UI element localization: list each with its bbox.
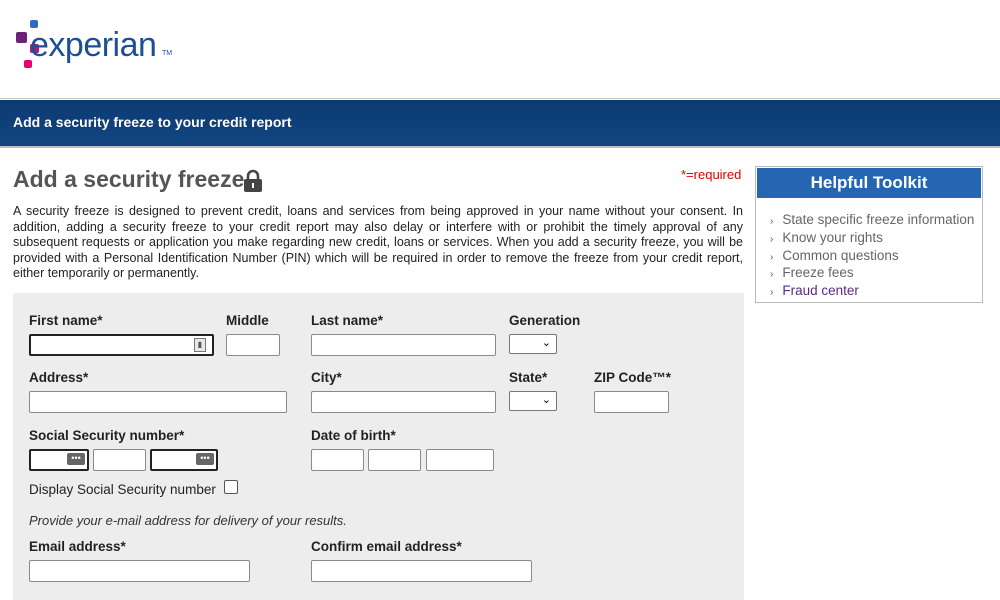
ssn-part2-input[interactable]: [93, 449, 146, 471]
chevron-right-icon: ›: [770, 216, 774, 227]
last-name-label: Last name*: [311, 313, 384, 328]
last-name-input[interactable]: [311, 334, 496, 356]
city-input[interactable]: [311, 391, 496, 413]
state-select[interactable]: [509, 391, 557, 411]
page-banner: [0, 100, 1000, 146]
toolkit-title: Helpful Toolkit: [757, 168, 981, 198]
chevron-down-icon: ⌄: [541, 394, 551, 406]
helpful-toolkit: [755, 166, 983, 303]
generation-select[interactable]: [509, 334, 557, 354]
chevron-right-icon: ›: [770, 269, 774, 281]
display-ssn-label: Display Social Security number: [29, 482, 216, 497]
banner-divider: [0, 146, 1000, 148]
address-label: Address*: [29, 370, 89, 385]
contact-card-icon[interactable]: ▮: [194, 338, 206, 352]
chevron-right-icon: ›: [770, 233, 774, 245]
toolkit-item-freeze-fees[interactable]: › Freeze fees: [770, 265, 854, 281]
logo-trademark: TM: [162, 50, 173, 57]
banner-title: Add a security freeze to your credit report: [13, 114, 292, 130]
middle-label: Middle: [226, 313, 269, 328]
header-divider: [0, 98, 1000, 99]
dob-month-input[interactable]: [311, 449, 364, 471]
middle-input[interactable]: [226, 334, 280, 356]
confirm-email-input[interactable]: [311, 560, 532, 582]
email-input[interactable]: [29, 560, 250, 582]
ssn-part1-input[interactable]: [29, 449, 89, 471]
dob-year-input[interactable]: [426, 449, 494, 471]
password-manager-icon[interactable]: •••: [196, 453, 214, 465]
generation-label: Generation: [509, 313, 581, 328]
state-label: State*: [509, 370, 548, 385]
required-note: *=required: [681, 167, 742, 182]
toolkit-list: [770, 212, 974, 301]
dob-label: Date of birth*: [311, 428, 396, 443]
email-note: Provide your e-mail address for delivery of your results.: [29, 513, 347, 528]
email-label: Email address*: [29, 539, 126, 554]
logo-dot-purple: [16, 32, 27, 43]
toolkit-item-know-your-rights[interactable]: › Know your rights: [770, 229, 883, 245]
description-text: A security freeze is designed to prevent credit, loans and services from being approved in your name without your consent. In addition, adding a security freeze to your credit report may also delay or interfere with or prohibit the timely approval of any subsequent requests or application you make regarding new credit, loans or services. When you add a security freeze, you will be provided with a Personal Identification Number (PIN) which will be required in order to remove the freeze from your credit report, either temporarily or permanently.: [13, 204, 743, 280]
lock-icon: [243, 169, 263, 193]
page-title: Add a security freeze: [13, 166, 245, 192]
display-ssn-checkbox[interactable]: [224, 480, 238, 494]
city-label: City*: [311, 370, 342, 385]
chevron-right-icon: ›: [770, 251, 774, 263]
experian-logo[interactable]: [12, 20, 172, 72]
logo-wordmark: experian: [30, 26, 157, 64]
dob-day-input[interactable]: [368, 449, 421, 471]
ssn-part3-input[interactable]: [150, 449, 218, 471]
zip-label: ZIP Code™*: [594, 370, 672, 385]
toolkit-item-common-questions[interactable]: › Common questions: [770, 247, 899, 263]
chevron-down-icon: ⌄: [541, 337, 551, 349]
ssn-label: Social Security number*: [29, 428, 185, 443]
first-name-label: First name*: [29, 313, 103, 328]
chevron-right-icon: ›: [770, 287, 774, 299]
toolkit-item-fraud-center[interactable]: › Fraud center: [770, 283, 859, 299]
password-manager-icon[interactable]: •••: [67, 453, 85, 465]
confirm-email-label: Confirm email address*: [311, 539, 462, 554]
first-name-input[interactable]: [29, 334, 214, 356]
address-input[interactable]: [29, 391, 287, 413]
toolkit-item-state-freeze-info[interactable]: › State specific freeze information: [770, 212, 975, 227]
freeze-form: [13, 293, 744, 600]
zip-input[interactable]: [594, 391, 669, 413]
